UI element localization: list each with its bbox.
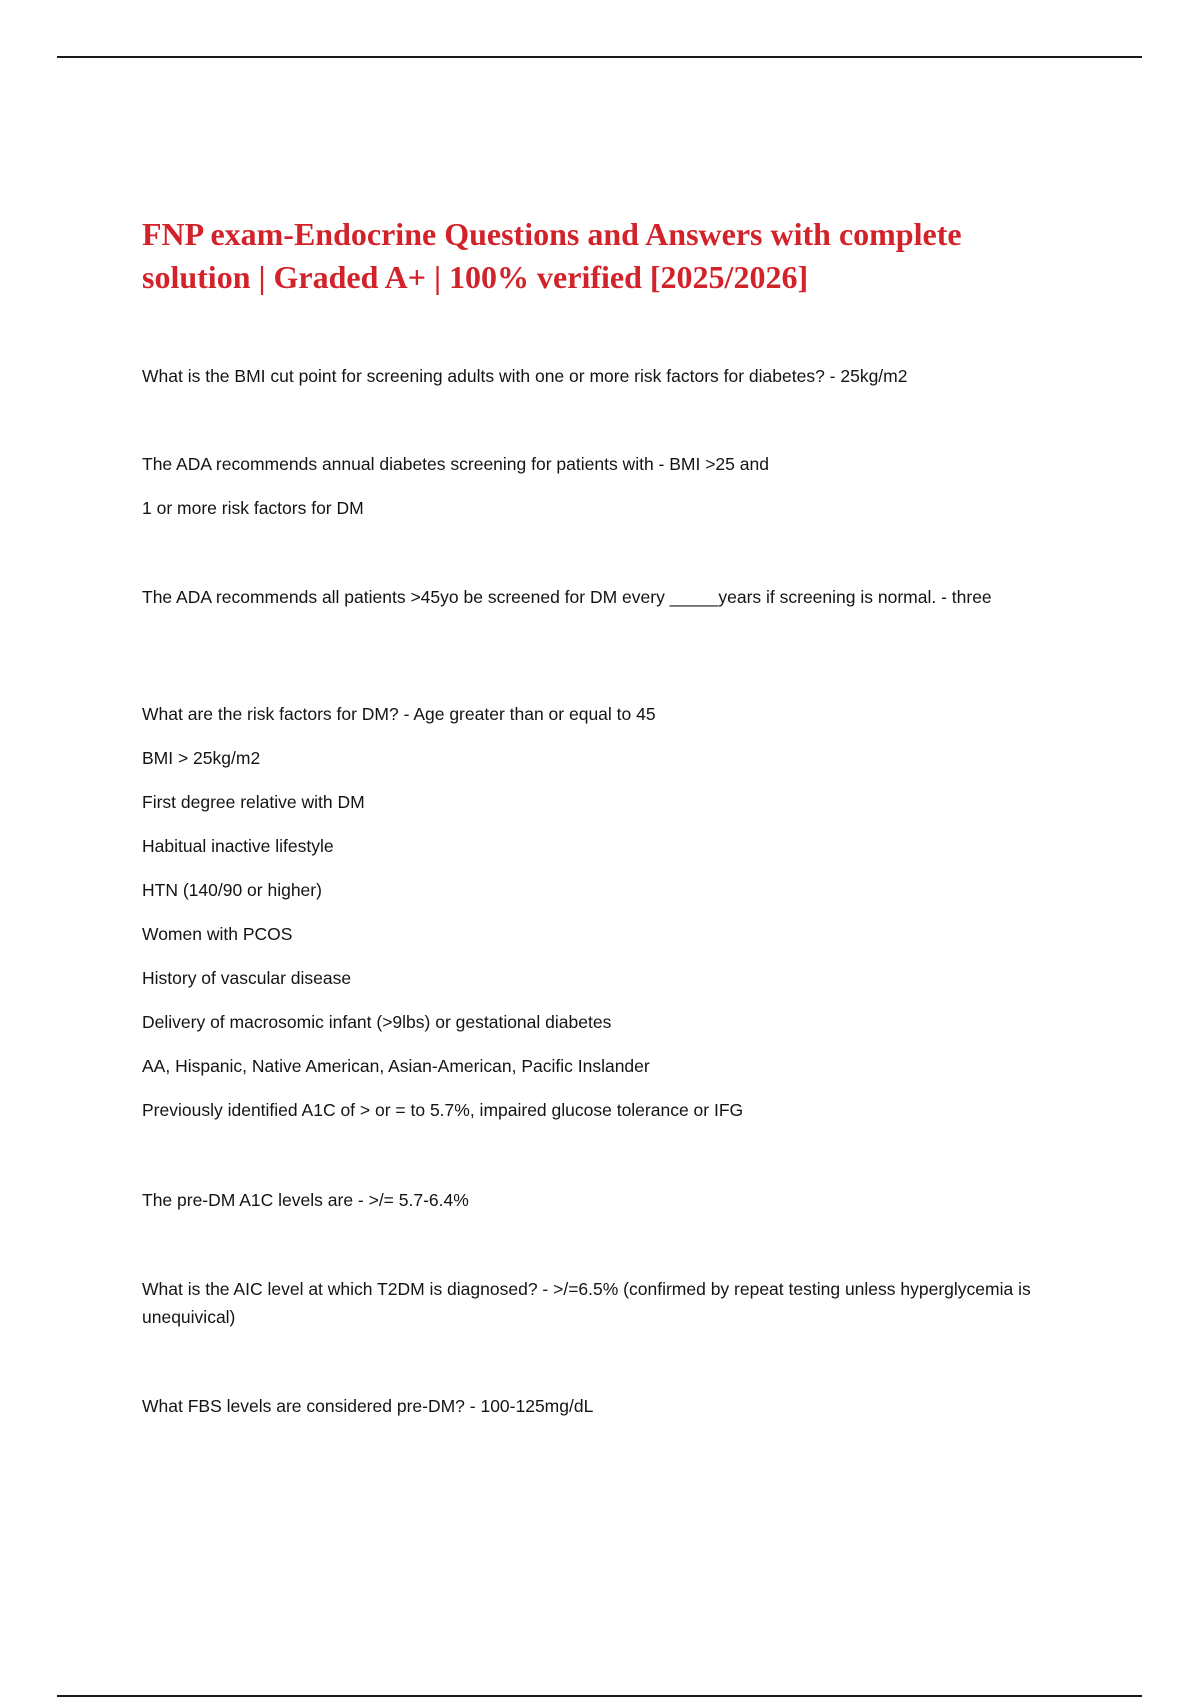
risk-factor-line: HTN (140/90 or higher) xyxy=(142,880,322,900)
qa-item-t2dm-a1c xyxy=(142,1275,1062,1347)
qa-line: What FBS levels are considered pre-DM? - 100-125mg/dL xyxy=(142,1396,594,1416)
risk-factor-line: AA, Hispanic, Native American, Asian-American, Pacific Inslander xyxy=(142,1056,650,1076)
risk-factor-line: History of vascular disease xyxy=(142,968,352,988)
qa-line: What is the BMI cut point for screening adults with one or more risk factors for diabetes? - 25kg/m2 xyxy=(142,366,908,386)
risk-factor-line: Previously identified A1C of > or = to 5.7%, impaired glucose tolerance or IFG xyxy=(142,1100,744,1120)
qa-item-pre-dm-a1c xyxy=(142,1186,1062,1230)
qa-item-screening-interval xyxy=(142,583,1062,627)
qa-line: The pre-DM A1C levels are - >/= 5.7-6.4% xyxy=(142,1190,469,1210)
top-rule xyxy=(57,56,1142,58)
bottom-rule xyxy=(57,1695,1142,1697)
risk-factor-line: BMI > 25kg/m2 xyxy=(142,748,261,768)
qa-line: The ADA recommends annual diabetes screening for patients with - BMI >25 and xyxy=(142,454,769,474)
risk-factor-line: Habitual inactive lifestyle xyxy=(142,836,334,856)
risk-factor-line: Women with PCOS xyxy=(142,924,293,944)
qa-item-risk-factors xyxy=(142,700,1062,1140)
qa-line: What is the AIC level at which T2DM is diagnosed? - >/=6.5% (confirmed by repeat testing unless hyperglycemia is unequivical) xyxy=(142,1279,1031,1327)
qa-item-bmi-cut-point xyxy=(142,362,1062,406)
document-title: FNP exam-Endocrine Questions and Answers with complete solution | Graded A+ | 100% verified [2025/2026] xyxy=(142,216,962,295)
qa-item-fbs-pre-dm xyxy=(142,1392,1062,1436)
qa-line: 1 or more risk factors for DM xyxy=(142,498,364,518)
risk-factor-line: First degree relative with DM xyxy=(142,792,365,812)
qa-line: What are the risk factors for DM? - Age greater than or equal to 45 xyxy=(142,704,656,724)
qa-line: The ADA recommends all patients >45yo be screened for DM every _____years if screening is normal. - three xyxy=(142,587,992,607)
risk-factor-line: Delivery of macrosomic infant (>9lbs) or gestational diabetes xyxy=(142,1012,612,1032)
qa-item-annual-screening xyxy=(142,450,1062,538)
